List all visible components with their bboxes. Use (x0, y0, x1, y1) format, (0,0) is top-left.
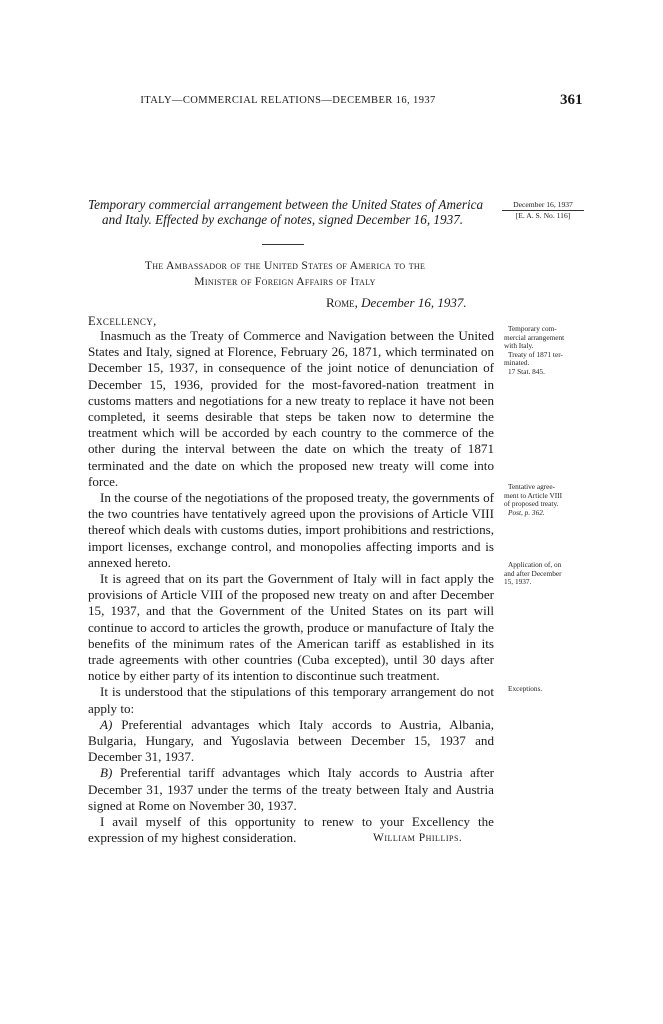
margin-note-arrangement (504, 325, 586, 377)
margin-note-line: Treaty of 1871 ter- (508, 349, 563, 359)
letter-body (88, 328, 494, 847)
exception-item-a (88, 717, 494, 766)
margin-note-application (504, 561, 586, 587)
margin-note-line: Exceptions. (508, 684, 543, 693)
margin-note-line: minated. (504, 358, 530, 368)
signature: William Phillips. (373, 832, 463, 844)
dateline-date: December 16, 1937. (361, 295, 467, 310)
address-line1: The Ambassador of the United States of America to the (144, 259, 426, 272)
section-divider (262, 244, 304, 245)
margin-note-line: Tentative agree- (508, 482, 556, 491)
exception-item-a-label: A) (100, 716, 113, 732)
margin-note-line: mercial arrangement (504, 332, 565, 342)
margin-note-tentative (504, 483, 586, 517)
address-block (80, 258, 490, 290)
dateline-place: Rome, (326, 295, 358, 310)
margin-note-line: and after December (504, 568, 562, 578)
paragraph-2: In the course of the negotiations of the proposed treaty, the governments of the two countries have tentatively agreed upon the provisions of Article VIII thereof which deals with customs duties, import prohibitions and restrictions, import licenses, exchange control, and monopolies affecting imports and is annexed hereto. (88, 490, 494, 570)
margin-note-line: with Italy. (504, 341, 534, 351)
margin-note-line: Application of, on (508, 560, 562, 569)
exception-item-a-text: Preferential advantages which Italy accords to Austria, Albania, Bulgaria, Hungary, and Yugoslavia between December 15, 1937 and December 31, 1937. (88, 716, 494, 765)
margin-note-line: Post, p. 362. (508, 507, 545, 517)
exception-item-b (88, 765, 494, 814)
page-number: 361 (560, 92, 583, 108)
running-head: ITALY—COMMERCIAL RELATIONS—DECEMBER 16, 1937 (140, 95, 436, 106)
exception-item-b-text: Preferential tariff advantages which Italy accords to Austria after December 31, 1937 under the terms of the treaty between Italy and Austria signed at Rome on November 30, 1937. (88, 765, 495, 813)
margin-note-line: Temporary com- (508, 324, 557, 333)
side-date: December 16, 1937 (502, 200, 584, 211)
address-line2: Minister of Foreign Affairs of Italy (194, 275, 376, 288)
margin-note-line: ment to Article VIII (504, 490, 563, 500)
paragraph-4: It is understood that the stipulations of this temporary arrangement do not apply to: (88, 684, 494, 716)
side-date-note (502, 200, 584, 221)
document-title (88, 197, 488, 227)
salutation: Excellency, (88, 314, 157, 328)
side-series: [E. A. S. No. 116] (515, 211, 571, 220)
paragraph-1: Inasmuch as the Treaty of Commerce and Navigation between the United States and Italy, signed at Florence, February 26, 1871, which terminated on December 15, 1937, in consequence of the joint notice of denunciation of December 15, 1936, provided for the most-favored-nation treatment in customs matters and negotiations for a new treaty to replace it have not been completed, it seems desirable that steps be taken now to determine the treatment which will be accorded by each country to the commerce of the other during the interval between the date on which the treaty of 1871 terminated and the date on which the proposed new treaty will come into force. (88, 328, 494, 489)
paragraph-3: It is agreed that on its part the Government of Italy will in fact apply the provisions of Article VIII of the proposed new treaty on and after December 15, 1937, and that the Government of the United States on its part will continue to accord to articles the growth, produce or manufacture of Italy the benefits of the minimum rates of the American tariff as established in its trade agreements with other countries (Cuba excepted), until 30 days after notice by either party of its intention to discontinue such treatment. (88, 571, 494, 684)
margin-note-line: of proposed treaty. (504, 499, 559, 509)
margin-note-line: 15, 1937. (504, 577, 532, 587)
exception-item-b-label: B) (100, 765, 113, 781)
document-title-line2: and Italy. Effected by exchange of notes, signed December 16, 1937. (102, 212, 464, 227)
margin-note-line: 17 Stat. 845. (508, 366, 545, 376)
closing-paragraph: I avail myself of this opportunity to renew to your Excellency the expression of my highest consideration. (88, 814, 494, 846)
dateline (326, 295, 467, 311)
document-title-line1: Temporary commercial arrangement between the United States of America (88, 197, 484, 212)
margin-note-exceptions (504, 685, 586, 694)
